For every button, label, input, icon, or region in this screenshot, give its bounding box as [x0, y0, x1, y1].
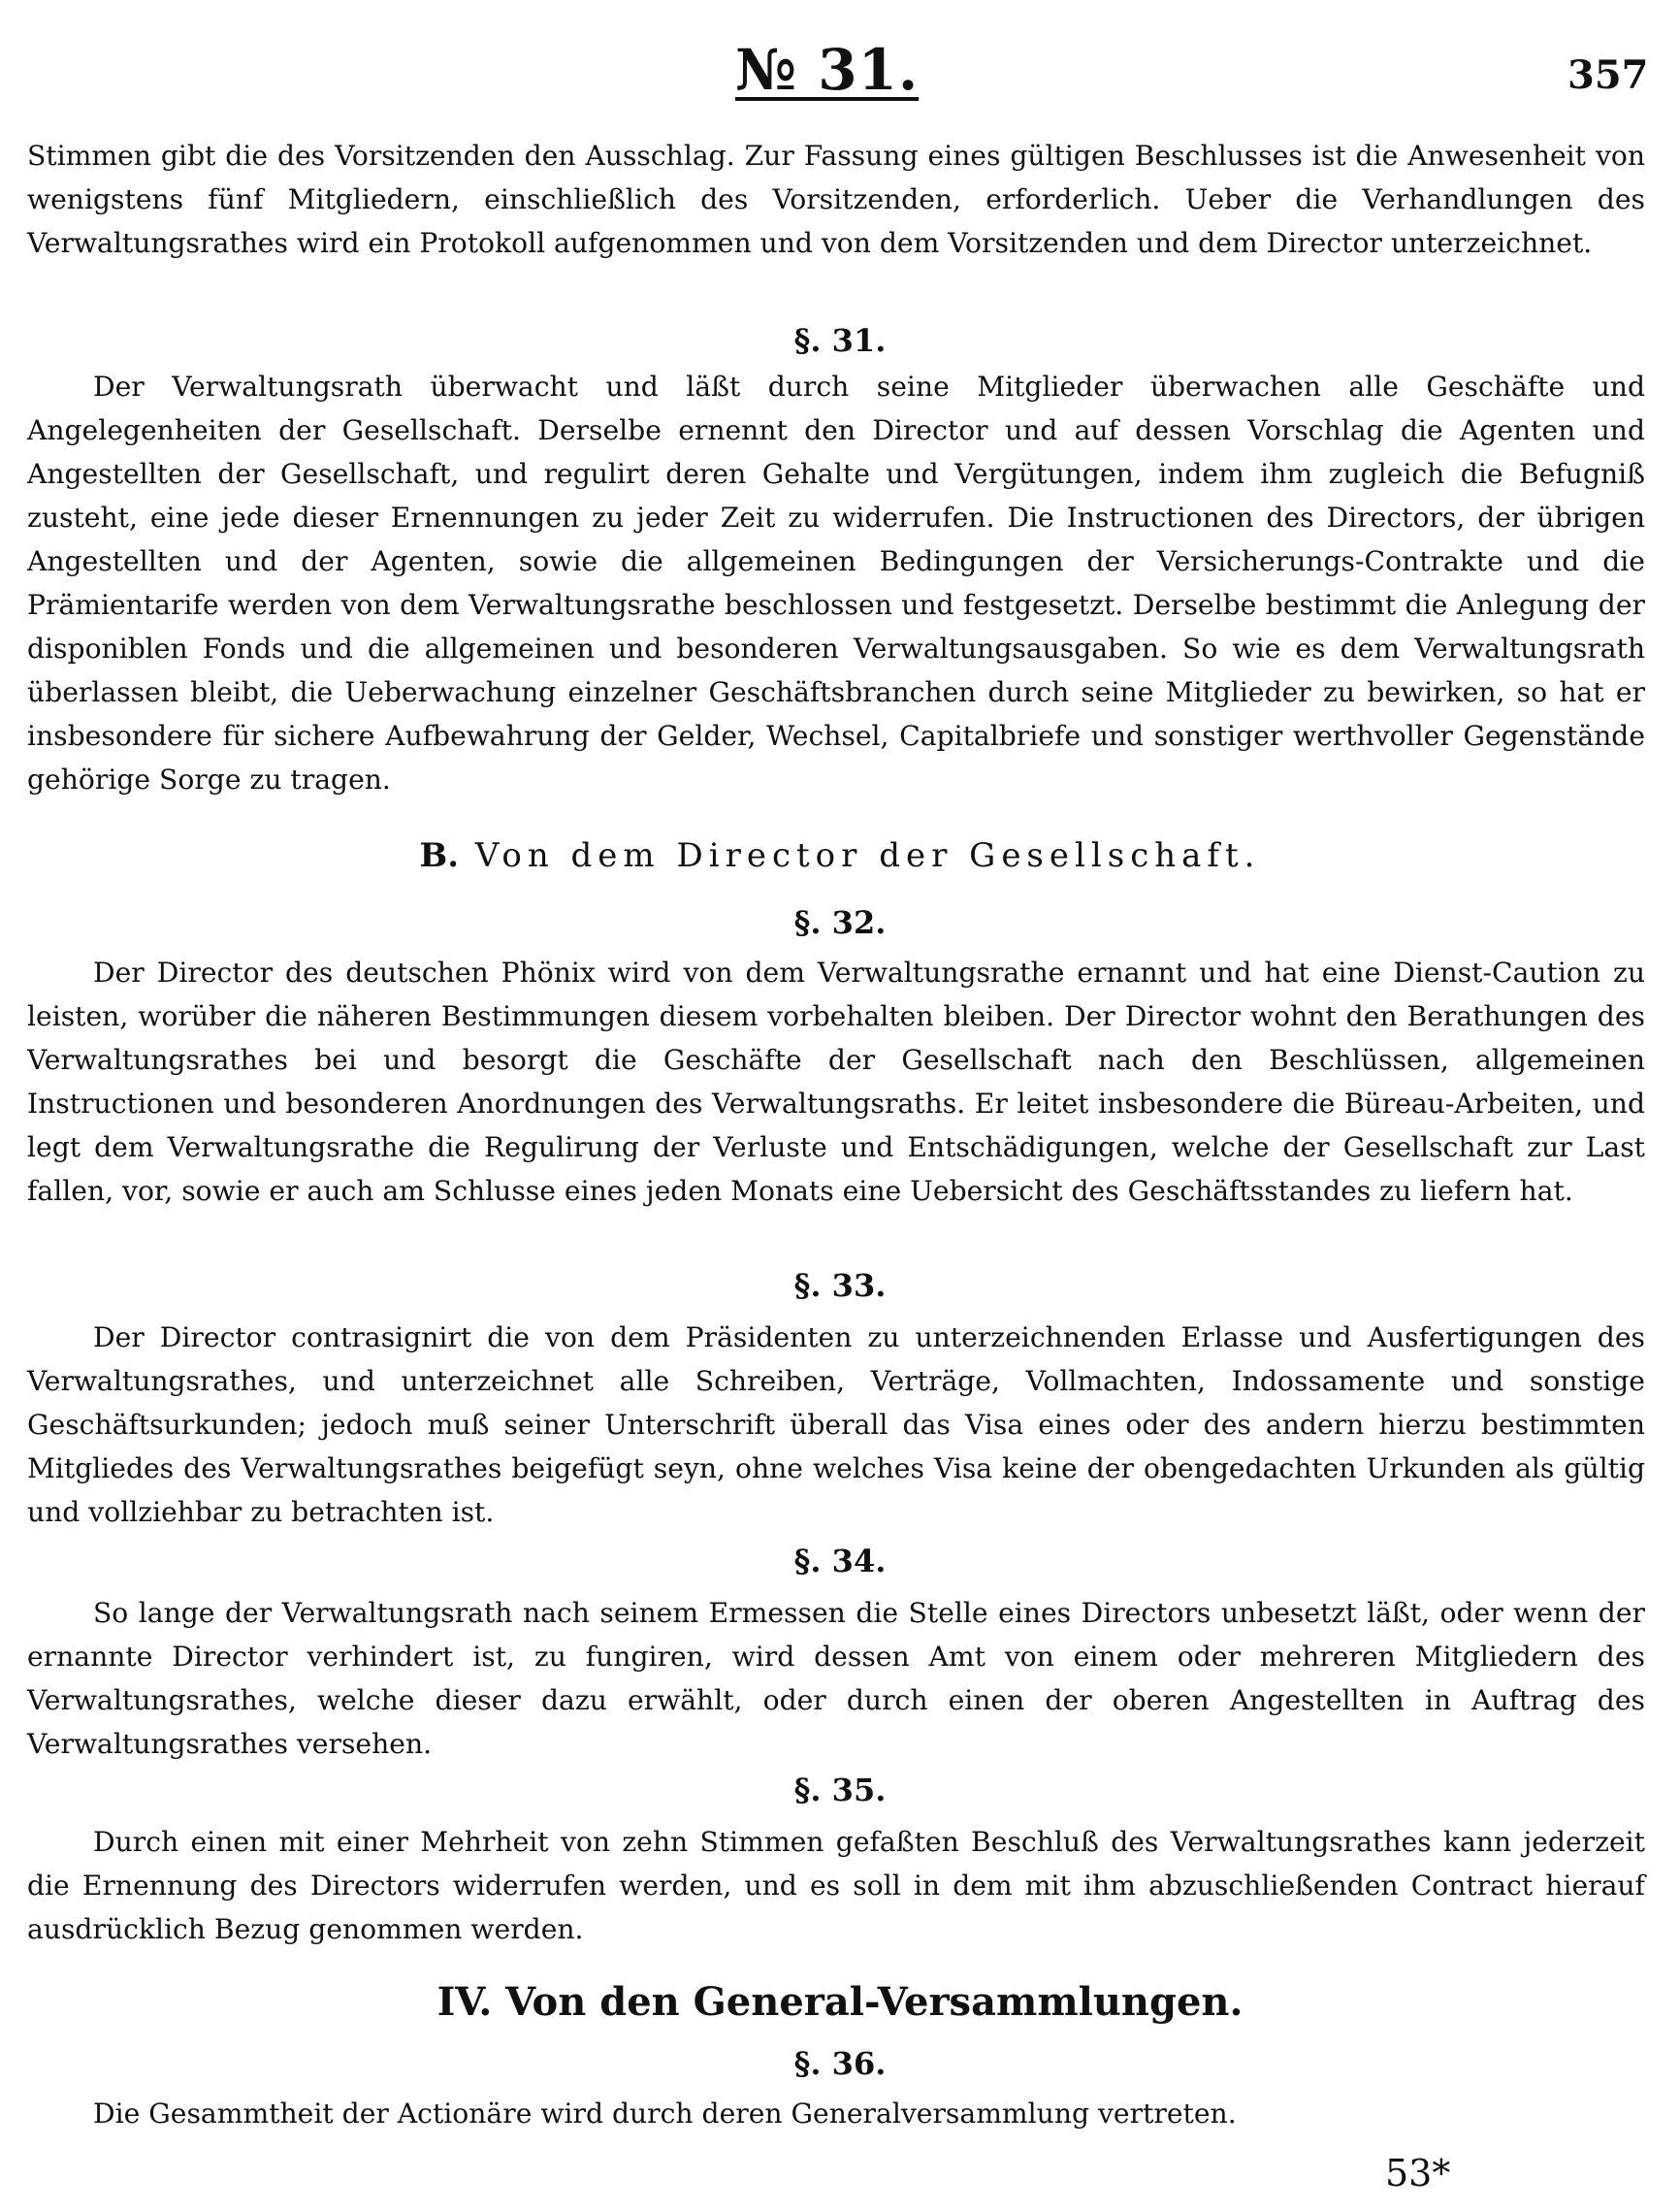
paragraph-text: Durch einen mit einer Mehrheit von zehn Stimmen gefaßten Beschluß des Verwaltungsrathes kann jederzeit die Ernennung des Directors widerrufen werden, und es soll in dem mit ihm abzuschließenden Contract hierauf ausdrücklich Bezug genommen werden. [27, 1826, 1645, 1945]
paragraph-section-36 [27, 2092, 1645, 2135]
section-heading-36: §. 36. [793, 2045, 887, 2082]
subheading-b [0, 836, 1680, 875]
page-number: 357 [1567, 52, 1649, 98]
paragraph-text: Der Verwaltungsrath überwacht und läßt durch seine Mitglieder überwachen alle Geschäfte und Angelegenheiten der Gesellschaft. Derselbe ernennt den Director und auf dessen Vorschlag die Agenten und Angestellten der Gesellschaft, und regulirt deren Gehalte und Vergütungen, indem ihm zugleich die Befugniß zusteht, eine jede dieser Ernennungen zu jeder Zeit zu widerrufen. Die Instructionen des Directors, der übrigen Angestellten und der Agenten, sowie die allgemeinen Bedingungen der Versicherungs-Contrakte und die Prämientarife werden von dem Verwaltungsrathe beschlossen und festgesetzt. Derselbe bestimmt die Anlegung der disponiblen Fonds und die allgemeinen und besonderen Verwaltungsausgaben. So wie es dem Verwaltungsrath überlassen bleibt, die Ueberwachung einzelner Geschäftsbranchen durch seine Mitglieder zu bewirken, so hat er insbesondere für sichere Aufbewahrung der Gelder, Wechsel, Capitalbriefe und sonstiger werthvoller Gegenstände gehörige Sorge zu tragen. [27, 371, 1645, 796]
paragraph-text: So lange der Verwaltungsrath nach seinem Ermessen die Stelle eines Directors unbesetzt läßt, oder wenn der ernannte Director verhindert ist, zu fungiren, wird dessen Amt von einem oder mehreren Mitgliedern des Verwaltungsrathes, welche dieser dazu erwählt, oder durch einen der oberen Angestellten in Auftrag des Verwaltungsrathes versehen. [27, 1597, 1645, 1760]
subheading-letter: B. [419, 836, 460, 875]
printer-signature-mark: 53* [1385, 2152, 1451, 2195]
section-heading-34: §. 34. [793, 1543, 887, 1579]
paragraph-section-35 [27, 1820, 1645, 1951]
section-heading-32: §. 32. [793, 904, 887, 941]
paragraph-text: Die Gesammtheit der Actionäre wird durch deren Generalversammlung vertreten. [93, 2098, 1237, 2130]
chapter-heading-iv: IV. Von den General-Versammlungen. [436, 1979, 1244, 2025]
paragraph-text: Der Director des deutschen Phönix wird von dem Verwaltungsrathe ernannt und hat eine Dienst-Caution zu leisten, worüber die näheren Bestimmungen diesem vorbehalten bleiben. Der Director wohnt den Berathungen des Verwaltungsrathes bei und besorgt die Geschäfte der Gesellschaft nach den Beschlüssen, allgemeinen Instructionen und besonderen Anordnungen des Verwaltungsraths. Er leitet insbesondere die Büreau-Arbeiten, und legt dem Verwaltungsrathe die Regulirung der Verluste und Entschädigungen, welche der Gesellschaft zur Last fallen, vor, sowie er auch am Schlusse eines jeden Monats eine Uebersicht des Geschäftsstandes zu liefern hat. [27, 957, 1645, 1207]
paragraph-text: Stimmen gibt die des Vorsitzenden den Ausschlag. Zur Fassung eines gültigen Beschlusses ist die Anwesenheit von wenigstens fünf Mitgliedern, einschließlich des Vorsitzenden, erforderlich. Ueber die Verhandlungen des Verwaltungsrathes wird ein Protokoll aufgenommen und von dem Vorsitzenden und dem Director unterzeichnet. [27, 140, 1645, 259]
paragraph-section-33 [27, 1316, 1645, 1534]
paragraph-intro [27, 134, 1645, 265]
issue-number: № 31. [735, 37, 920, 103]
paragraph-section-32 [27, 951, 1645, 1213]
subheading-title: Von dem Director der Gesellschaft. [474, 836, 1261, 875]
section-heading-31: §. 31. [793, 322, 887, 359]
paragraph-text: Der Director contrasignirt die von dem Präsidenten zu unterzeichnenden Erlasse und Ausfertigungen des Verwaltungsrathes, und unterzeichnet alle Schreiben, Verträge, Vollmachten, Indossamente und sonstige Geschäftsurkunden; jedoch muß seiner Unterschrift überall das Visa eines oder des andern hierzu bestimmten Mitgliedes des Verwaltungsrathes beigefügt seyn, ohne welches Visa keine der obengedachten Urkunden als gültig und vollziehbar zu betrachten ist. [27, 1321, 1645, 1528]
section-heading-35: §. 35. [793, 1772, 887, 1808]
paragraph-section-31 [27, 365, 1645, 801]
paragraph-section-34 [27, 1591, 1645, 1766]
section-heading-33: §. 33. [793, 1267, 887, 1304]
